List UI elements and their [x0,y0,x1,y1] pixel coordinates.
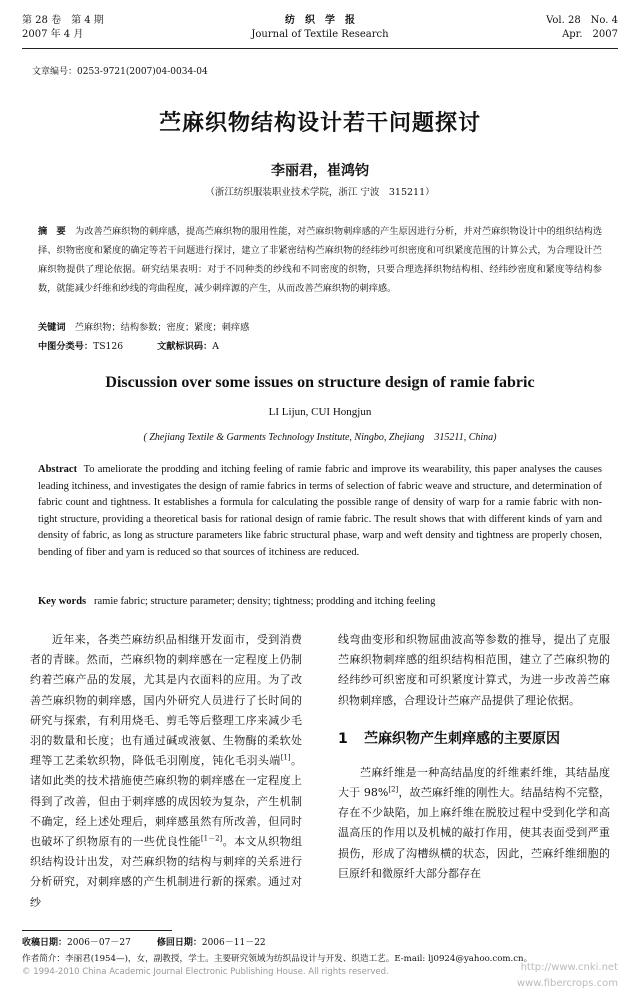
abstract-cn-text: 为改善苎麻织物的刺痒感，提高苎麻织物的服用性能，对苎麻织物刺痒感的产生原因进行分析，并对苎麻织物设计中的组织结构选择、织物密度和紧度的确定等若干问题进行探讨，建立了非紧密结构苎麻织物的经纬纱可织密度和可织紧度范围的计算公式，为合理设计苎麻织物提供了理论依据。研究结果表明：对于不同种类的纱线和不同密度的织物，只要合理选择织物结构相、经纬纱密度和紧度等结构参数，就能减少纤维和纱线的弯曲程度，减少刺痒源的产生，从而改善苎麻织物的刺痒感。 [38,226,603,294]
section-text-b: ，故苎麻纤维的刚性大。结晶结构不完整，存在不少缺陷，加上麻纤维在脱胶过程中受到化学和高温高压的作用以及机械的敲打作用，使其表面受到严重损伤，形成了沟槽纵横的状态，因此，苎麻纤维细胞的巨原纤和微原纤大部分都存在 [338,786,610,880]
intro-text-a: 近年来，各类苎麻纺织品相继开发面市，受到消费者的青睐。然而，苎麻织物的刺痒感在一定程度上仍制约着苎麻产品的发展，尤其是内衣面料的应用。为了改善苎麻织物的刺痒感，国内外研究人员进行了长时间的研究与探索，有利用烧毛、剪毛等后整理工序来减少毛羽的数量和长度；也有通过碱或液氨、生物酶的柔软处理等工艺柔软织物，降低毛羽刚度，钝化毛羽头端 [30,633,302,768]
paper-title-en: Discussion over some issues on structure design of ramie fabric [105,374,535,391]
citation-ref: [1] [280,753,291,762]
keywords-cn [38,318,602,337]
abstract-en [38,462,602,562]
header-date-en: Apr. 2007 [562,29,618,40]
watermark-cnki: http://www.cnki.net [520,962,618,973]
watermark-fibercrops: www.fibercrops.com [516,978,618,989]
keywords-cn-label: 关键词 [38,322,66,333]
header-volume-en: Vol. 28 No. 4 [546,15,618,26]
affiliation-cn: （浙江纺织服装职业技术学院，浙江 宁波 315211） [205,187,435,198]
body-column-right [338,630,610,884]
keywords-en-text: ramie fabric; structure parameter; density; tightness; prodding and itching feeling [94,596,436,607]
header-vol-en [546,14,618,42]
header-rule [22,48,618,49]
revised-label: 修回日期： [156,938,202,948]
journal-name-cn: 纺 织 学 报 [285,15,355,26]
paper-title-cn: 苎麻织物结构设计若干问题探讨 [158,111,481,136]
intro-text-b: 。诸如此类的技术措施使苎麻织物的刺痒感在一定程度上得到了改善，但由于刺痒感的成因较为复杂，产生机制不确定，经上述处理后，刺痒感虽然有所改善，但同时也破坏了织物原有的一些优良性能 [30,754,303,849]
abstract-cn-label: 摘 要 [38,226,66,237]
classification-line [38,337,602,356]
section-number: 1 [338,730,348,747]
authors-cn: 李丽君，崔鸿钧 [271,163,369,179]
received-date: 2006－07－27 [67,938,131,948]
classification-label: 中图分类号： [38,341,94,352]
header-volume: 第 28 卷 第 4 期 [22,15,104,26]
body-column-left [30,630,302,913]
section-heading [338,729,610,749]
article-number: 文章编号：0253-9721(2007)04-0034-04 [32,67,208,77]
journal-name-en: Journal of Textile Research [251,29,389,40]
intro-text-c: 。本文从织物组织结构设计出发，对苎麻织物的结构与刺痒的关系进行分析研究，对刺痒感的产生机制进行新的探索。通过对纱 [30,835,303,909]
doc-code-value: A [212,341,219,352]
doc-code-label: 文献标识码： [157,341,213,352]
footnote-rule [22,930,172,931]
abstract-cn [38,222,602,298]
section-title: 苎麻织物产生刺痒感的主要原因 [364,730,560,747]
abstract-en-text: To ameliorate the prodding and itching feeling of ramie fabric and improve its wearability, this paper analyses the causes leading itchiness, and investigates the design of ramie fabrics in terms of selection of fabric weave and structure, and determination of fabric count and tightness. It establishes a formula for calculating the possible range of density of warp for a ramie fabric with non-tight structure, providing a theoretical basis for rational design of ramie fabric. The result shows that with different kinds of yarn and density of fabric, as long as structure parameters like fabric structural phase, warp and weft density and tightness are properly chosen, bending of fiber and yarn is reduced so that sources of itchiness are reduced. [38,464,602,558]
affiliation-en: ( Zhejiang Textile & Garments Technology Institute, Ningbo, Zhejiang 315211, China) [143,432,497,443]
authors-en: LI Lijun, CUI Hongjun [268,406,372,418]
intro-paragraph [30,630,302,913]
abstract-en-label: Abstract [38,464,78,475]
copyright-notice: © 1994-2010 China Academic Journal Electronic Publishing House. All rights reserved. [22,967,389,977]
keywords-en-label: Key words [38,596,87,607]
footnote-dates [22,936,266,950]
citation-ref: [2] [388,785,399,794]
section-text-a: 苎麻纤维是一种高结晶度的纤维素纤维，其结晶度大于 98% [338,765,610,800]
keywords-en [38,594,602,610]
keywords-cn-text: 苎麻织物；结构参数；密度；紧度；刺痒感 [74,322,250,333]
received-label: 收稿日期： [22,938,68,948]
citation-ref: [1－2] [200,834,223,843]
footnote-author: 作者简介：李丽君(1954—)，女，副教授，学士。主要研究领域为纺织品设计与开发、织造工艺。E-mail: lj0924@yahoo.com.cn。 [22,954,533,964]
section-paragraph [338,763,610,884]
header-date-cn: 2007 年 4 月 [22,29,84,40]
intro-continuation: 线弯曲变形和织物屈曲波高等参数的推导，提出了克服苎麻织物刺痒感的组织结构相范围，建立了苎麻织物的经纬纱可织密度和可织紧度计算式，为进一步改善苎麻织物刺痒感，合理设计苎麻产品提供了理论依据。 [338,633,610,707]
header-journal [22,14,618,42]
revised-date: 2006－11－22 [201,938,266,948]
running-header [22,14,618,48]
classification-value: TS126 [93,341,124,352]
